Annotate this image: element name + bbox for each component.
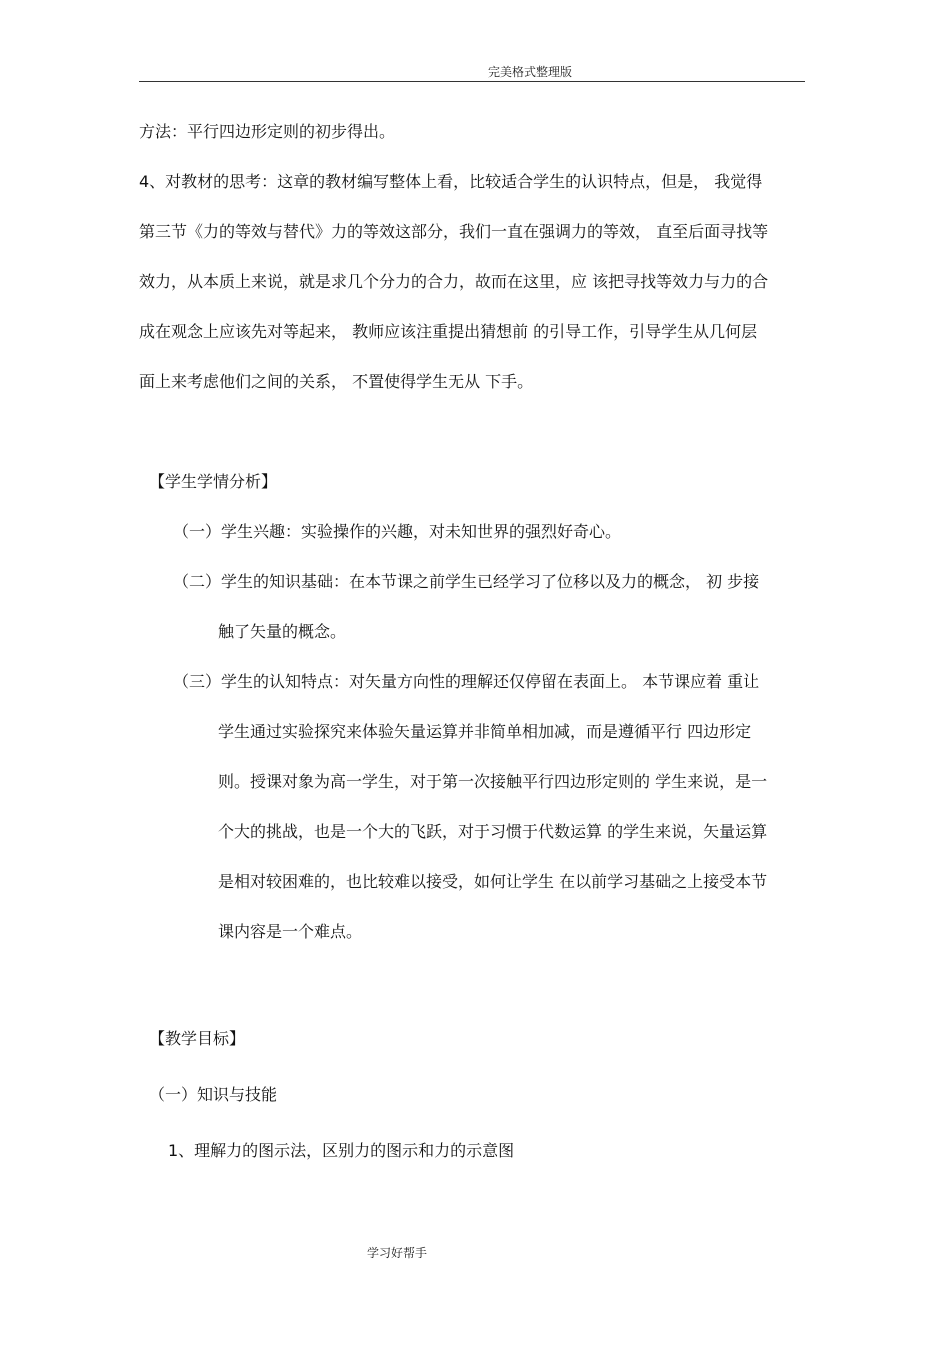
text-line: 触了矢量的概念。 [218,622,347,641]
section-heading-teaching-goals: 【教学目标】 [149,1029,246,1048]
text-line: 学生通过实验探究来体验矢量运算并非简单相加减，而是遵循平行 四边形定 [218,722,752,741]
text-line: 4、对教材的思考：这章的教材编写整体上看，比较适合学生的认识特点，但是， 我觉得 [139,172,763,191]
header-divider [139,81,805,82]
goal-item-1: 1、理解力的图示法，区别力的图示和力的示意图 [168,1141,515,1160]
student-interest-item: （一）学生兴趣：实验操作的兴趣，对未知世界的强烈好奇心。 [173,522,622,541]
text-line: 则。授课对象为高一学生，对于第一次接触平行四边形定则的 学生来说，是一 [218,772,768,791]
text-line: 效力，从本质上来说，就是求几个分力的合力，故而在这里，应 该把寻找等效力与力的合 [139,272,769,291]
text-line: 第三节《力的等效与替代》力的等效这部分，我们一直在强调力的等效， 直至后面寻找等 [139,222,769,241]
page-footer-text: 学习好帮手 [367,1246,428,1260]
section-heading-student-analysis: 【学生学情分析】 [149,472,278,491]
text-line: （二）学生的知识基础：在本节课之前学生已经学习了位移以及力的概念， 初 步接 [173,572,760,591]
text-line: （三）学生的认知特点：对矢量方向性的理解还仅停留在表面上。 本节课应着 重让 [173,672,760,691]
text-line: 面上来考虑他们之间的关系， 不置使得学生无从 下手。 [139,372,534,391]
paragraph-method: 方法：平行四边形定则的初步得出。 [139,122,396,141]
text-line: 个大的挑战，也是一个大的飞跃，对于习惯于代数运算 的学生来说，矢量运算 [218,822,768,841]
subheading-knowledge-skills: （一）知识与技能 [149,1085,278,1104]
text-line: 成在观念上应该先对等起来， 教师应该注重提出猜想前 的引导工作，引导学生从几何层 [139,322,758,341]
text-line: 课内容是一个难点。 [218,922,363,941]
page-header-title: 完美格式整理版 [487,65,572,79]
text-line: 是相对较困难的，也比较难以接受，如何让学生 在以前学习基础之上接受本节 [218,872,768,891]
